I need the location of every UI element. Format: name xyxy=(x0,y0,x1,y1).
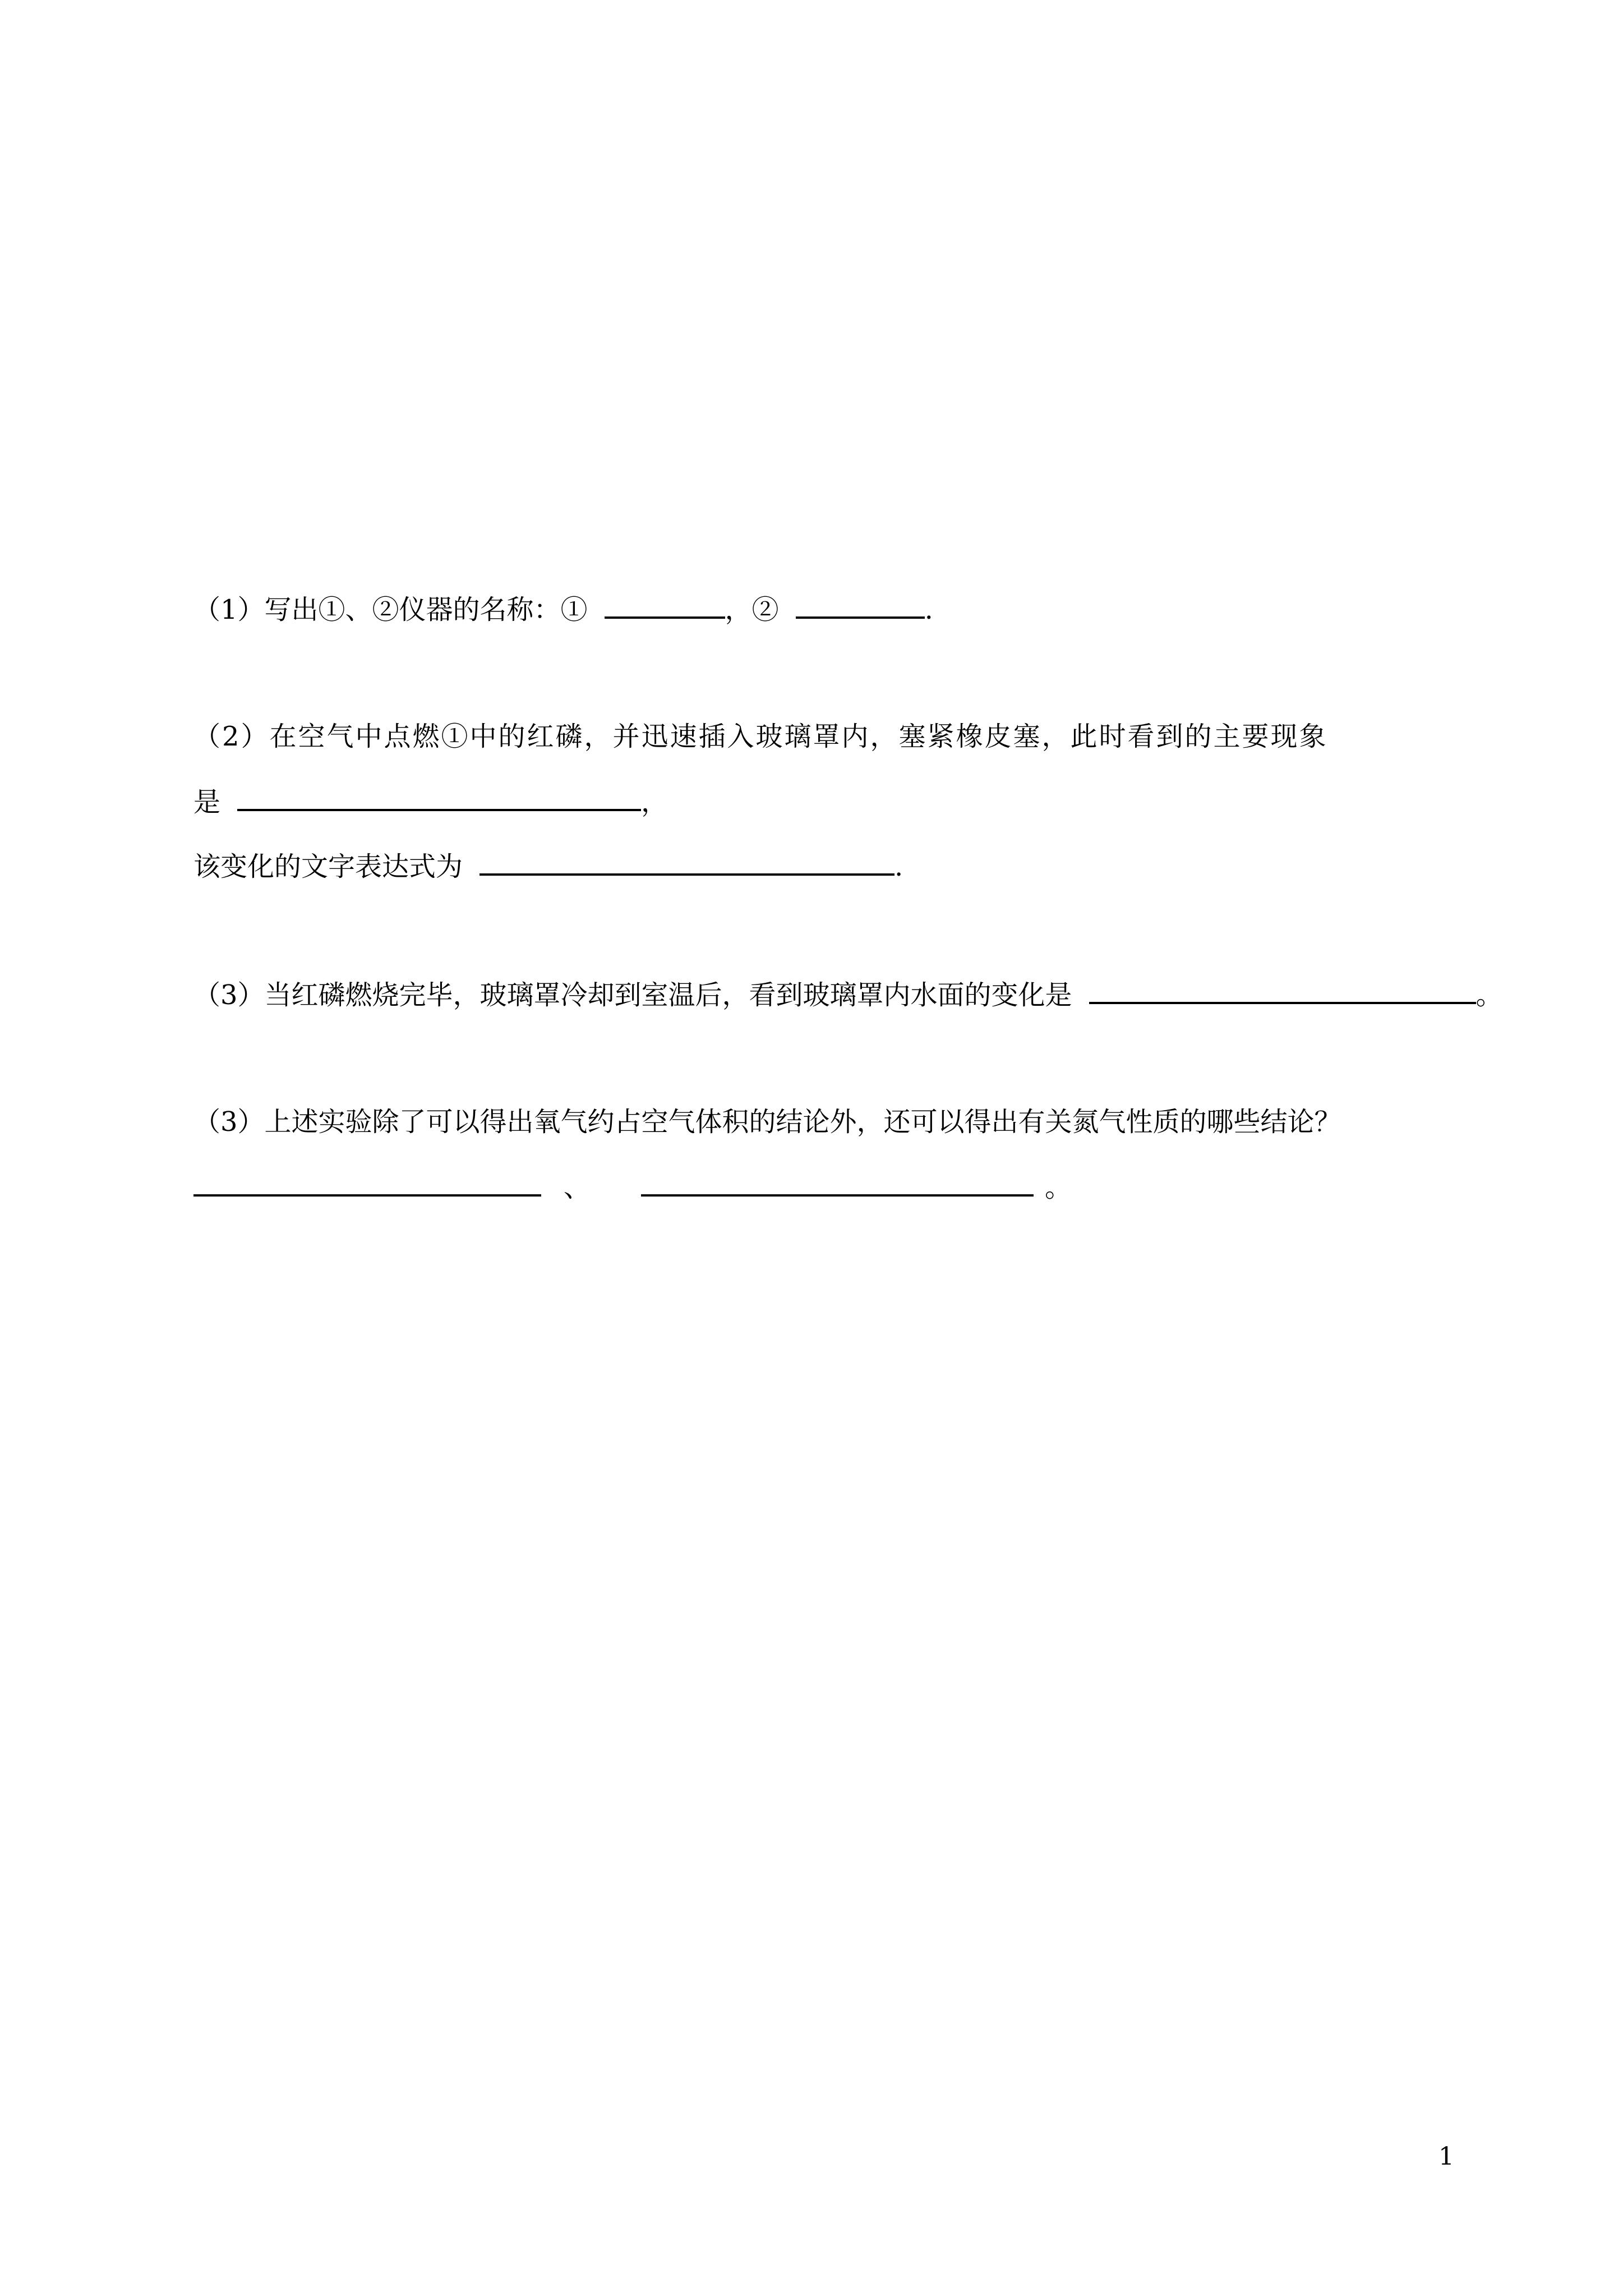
question-2-line-3-prefix: 该变化的文字表达式为 xyxy=(193,851,463,882)
question-2-line-3-end: . xyxy=(895,851,903,882)
question-2-line-1 xyxy=(193,720,1328,753)
answer-blank-4[interactable] xyxy=(479,849,895,876)
question-3-prefix: （3）当红磷燃烧完毕，玻璃罩冷却到室温后，看到玻璃罩内水面的变化是 xyxy=(193,979,1072,1011)
question-2-line-2-prefix: 是 xyxy=(193,786,221,818)
answer-blank-3[interactable] xyxy=(237,784,641,811)
question-1-end: . xyxy=(924,594,933,625)
answer-blank-5[interactable] xyxy=(1089,977,1476,1004)
question-2-text: （2）在空气中点燃①中的红磷，并迅速插入玻璃罩内，塞紧橡皮塞，此时看到的主要现象 xyxy=(193,721,1328,752)
question-4-line-2 xyxy=(193,1170,1072,1204)
question-2-line-2-end: ， xyxy=(641,786,668,818)
question-4-separator: 、 xyxy=(564,1172,591,1203)
question-3 xyxy=(193,977,1503,1012)
answer-blank-2[interactable] xyxy=(796,592,925,619)
question-4-end: 。 xyxy=(1045,1172,1072,1203)
question-4-line-1 xyxy=(193,1105,1341,1139)
question-3-end: 。 xyxy=(1476,979,1503,1011)
question-1-prefix: （1）写出①、②仪器的名称：① xyxy=(193,594,588,625)
question-1 xyxy=(193,592,933,627)
answer-blank-7[interactable] xyxy=(641,1170,1034,1197)
question-4-text: （3）上述实验除了可以得出氧气约占空气体积的结论外，还可以得出有关氮气性质的哪些结论？ xyxy=(193,1106,1341,1138)
question-2-line-2 xyxy=(193,784,668,819)
answer-blank-1[interactable] xyxy=(605,592,725,619)
answer-blank-6[interactable] xyxy=(193,1170,541,1197)
question-1-mid: ，② xyxy=(725,594,779,625)
page-number: 1 xyxy=(1438,2142,1454,2171)
question-2-line-3 xyxy=(193,849,903,884)
